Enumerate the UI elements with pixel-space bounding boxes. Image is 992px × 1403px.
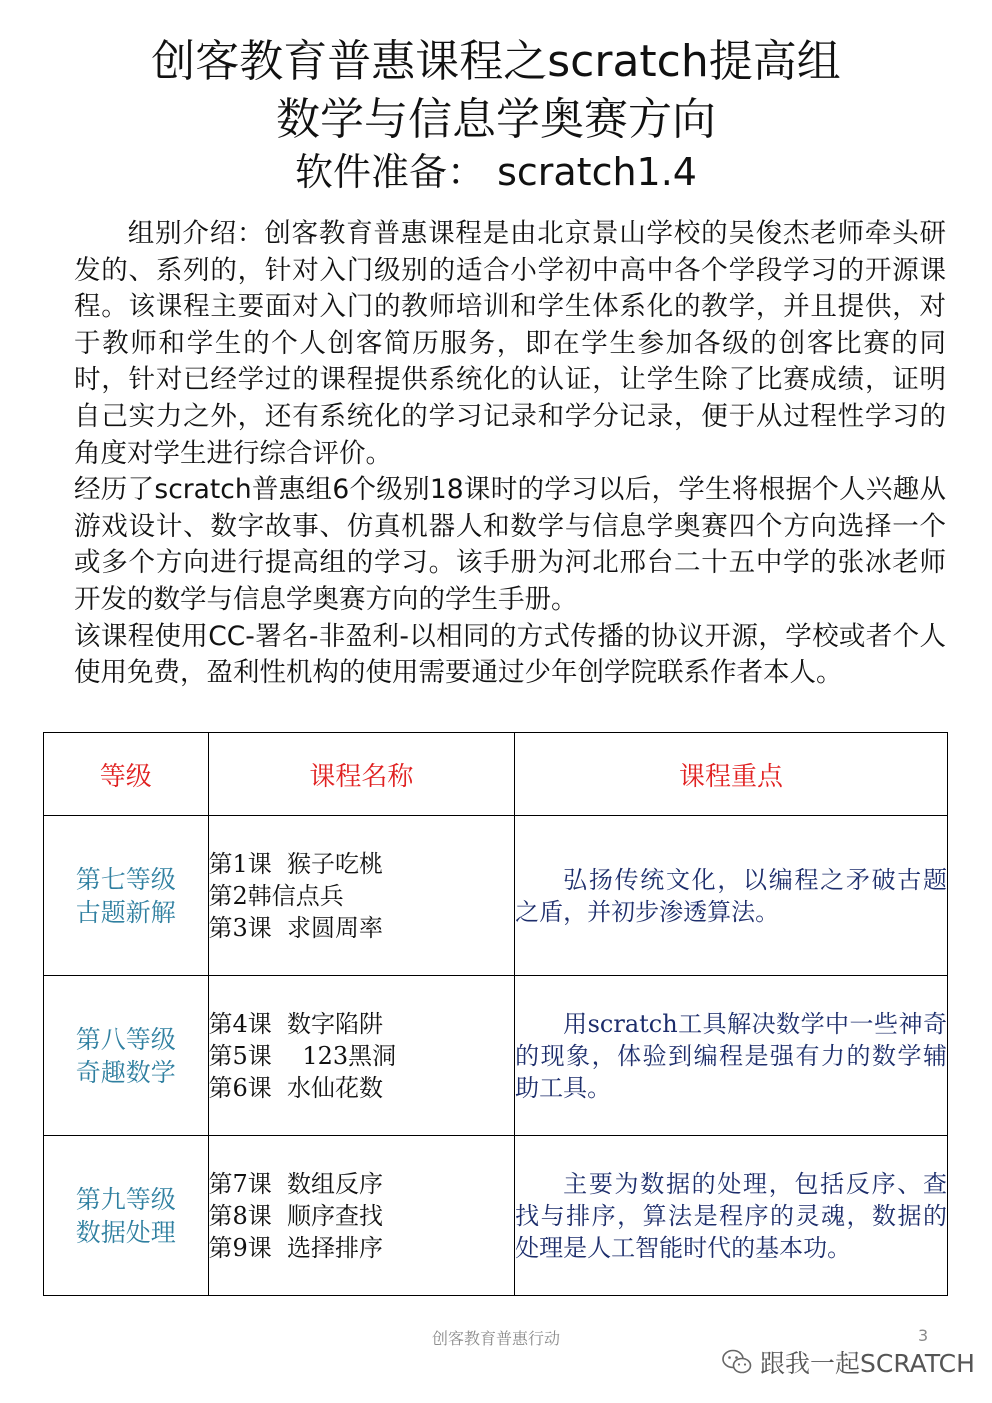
- lesson-item: 第8课 顺序查找: [208, 1201, 384, 1230]
- software-requirement: 软件准备： scratch1.4: [295, 150, 697, 194]
- focus-cell: 弘扬传统文化，以编程之矛破古题之盾，并初步渗透算法。: [515, 816, 948, 976]
- level-title: 奇趣数学: [75, 1057, 176, 1087]
- table-row: [44, 816, 948, 976]
- level-cell: [44, 816, 209, 976]
- lessons-cell: [208, 976, 515, 1136]
- intro-text: [74, 216, 946, 692]
- focus-cell: 主要为数据的处理，包括反序、查找与排序，算法是程序的灵魂，数据的处理是人工智能时代的基本功。: [515, 1136, 948, 1296]
- watermark-text: 跟我一起SCRATCH: [760, 1349, 975, 1378]
- level-number: 第九等级: [75, 1184, 176, 1214]
- watermark: [722, 1344, 975, 1380]
- focus-cell: 用scratch工具解决数学中一些神奇的现象，体验到编程是强有力的数学辅助工具。: [515, 976, 948, 1136]
- level-cell: [44, 1136, 209, 1296]
- footer-text: 创客教育普惠行动: [431, 1329, 560, 1348]
- page-number: 3: [918, 1326, 929, 1345]
- level-cell: [44, 976, 209, 1136]
- level-number: 第八等级: [75, 1024, 176, 1054]
- level-title: 古题新解: [75, 897, 176, 927]
- title-line-1: 创客教育普惠课程之scratch提高组: [151, 36, 841, 87]
- header-course-name: 课程名称: [208, 733, 515, 816]
- header-course-focus: 课程重点: [515, 733, 948, 816]
- table-row: [44, 976, 948, 1136]
- title-line-2: 数学与信息学奥赛方向: [276, 94, 716, 145]
- lesson-item: 第9课 选择排序: [208, 1233, 384, 1262]
- lesson-item: 第2韩信点兵: [208, 881, 344, 910]
- table-header-row: [44, 733, 948, 816]
- intro-paragraph-2: 经历了scratch普惠组6个级别18课时的学习以后，学生将根据个人兴趣从游戏设计、数字故事、仿真机器人和数学与信息学奥赛四个方向选择一个或多个方向进行提高组的学习。该手册为河北邢台二十五中学的张冰老师开发的数学与信息学奥赛方向的学生手册。: [74, 474, 946, 615]
- header-level: 等级: [44, 733, 209, 816]
- table-row: [44, 1136, 948, 1296]
- lesson-item: 第5课 123黑洞: [208, 1041, 397, 1070]
- lessons-cell: [208, 1136, 515, 1296]
- lesson-item: 第1课 猴子吃桃: [208, 849, 384, 878]
- intro-paragraph-1: 组别介绍：创客教育普惠课程是由北京景山学校的吴俊杰老师牵头研发的、系列的，针对入门级别的适合小学初中高中各个学段学习的开源课程。该课程主要面对入门的教师培训和学生体系化的教学，并且提供，对于教师和学生的个人创客简历服务，即在学生参加各级的创客比赛的同时，针对已经学过的课程提供系统化的认证，让学生除了比赛成绩，证明自己实力之外，还有系统化的学习记录和学分记录，便于从过程性学习的角度对学生进行综合评价。: [74, 218, 946, 469]
- lesson-item: 第7课 数组反序: [208, 1169, 384, 1198]
- lessons-cell: [208, 816, 515, 976]
- level-title: 数据处理: [75, 1217, 176, 1247]
- level-number: 第七等级: [75, 864, 176, 894]
- lesson-item: 第4课 数字陷阱: [208, 1009, 384, 1038]
- wechat-icon: [722, 1349, 752, 1375]
- intro-paragraph-3: 该课程使用CC-署名-非盈利-以相同的方式传播的协议开源，学校或者个人使用免费，盈利性机构的使用需要通过少年创学院联系作者本人。: [74, 620, 946, 689]
- course-table: [43, 732, 948, 1296]
- lesson-item: 第6课 水仙花数: [208, 1073, 384, 1102]
- lesson-item: 第3课 求圆周率: [208, 913, 384, 942]
